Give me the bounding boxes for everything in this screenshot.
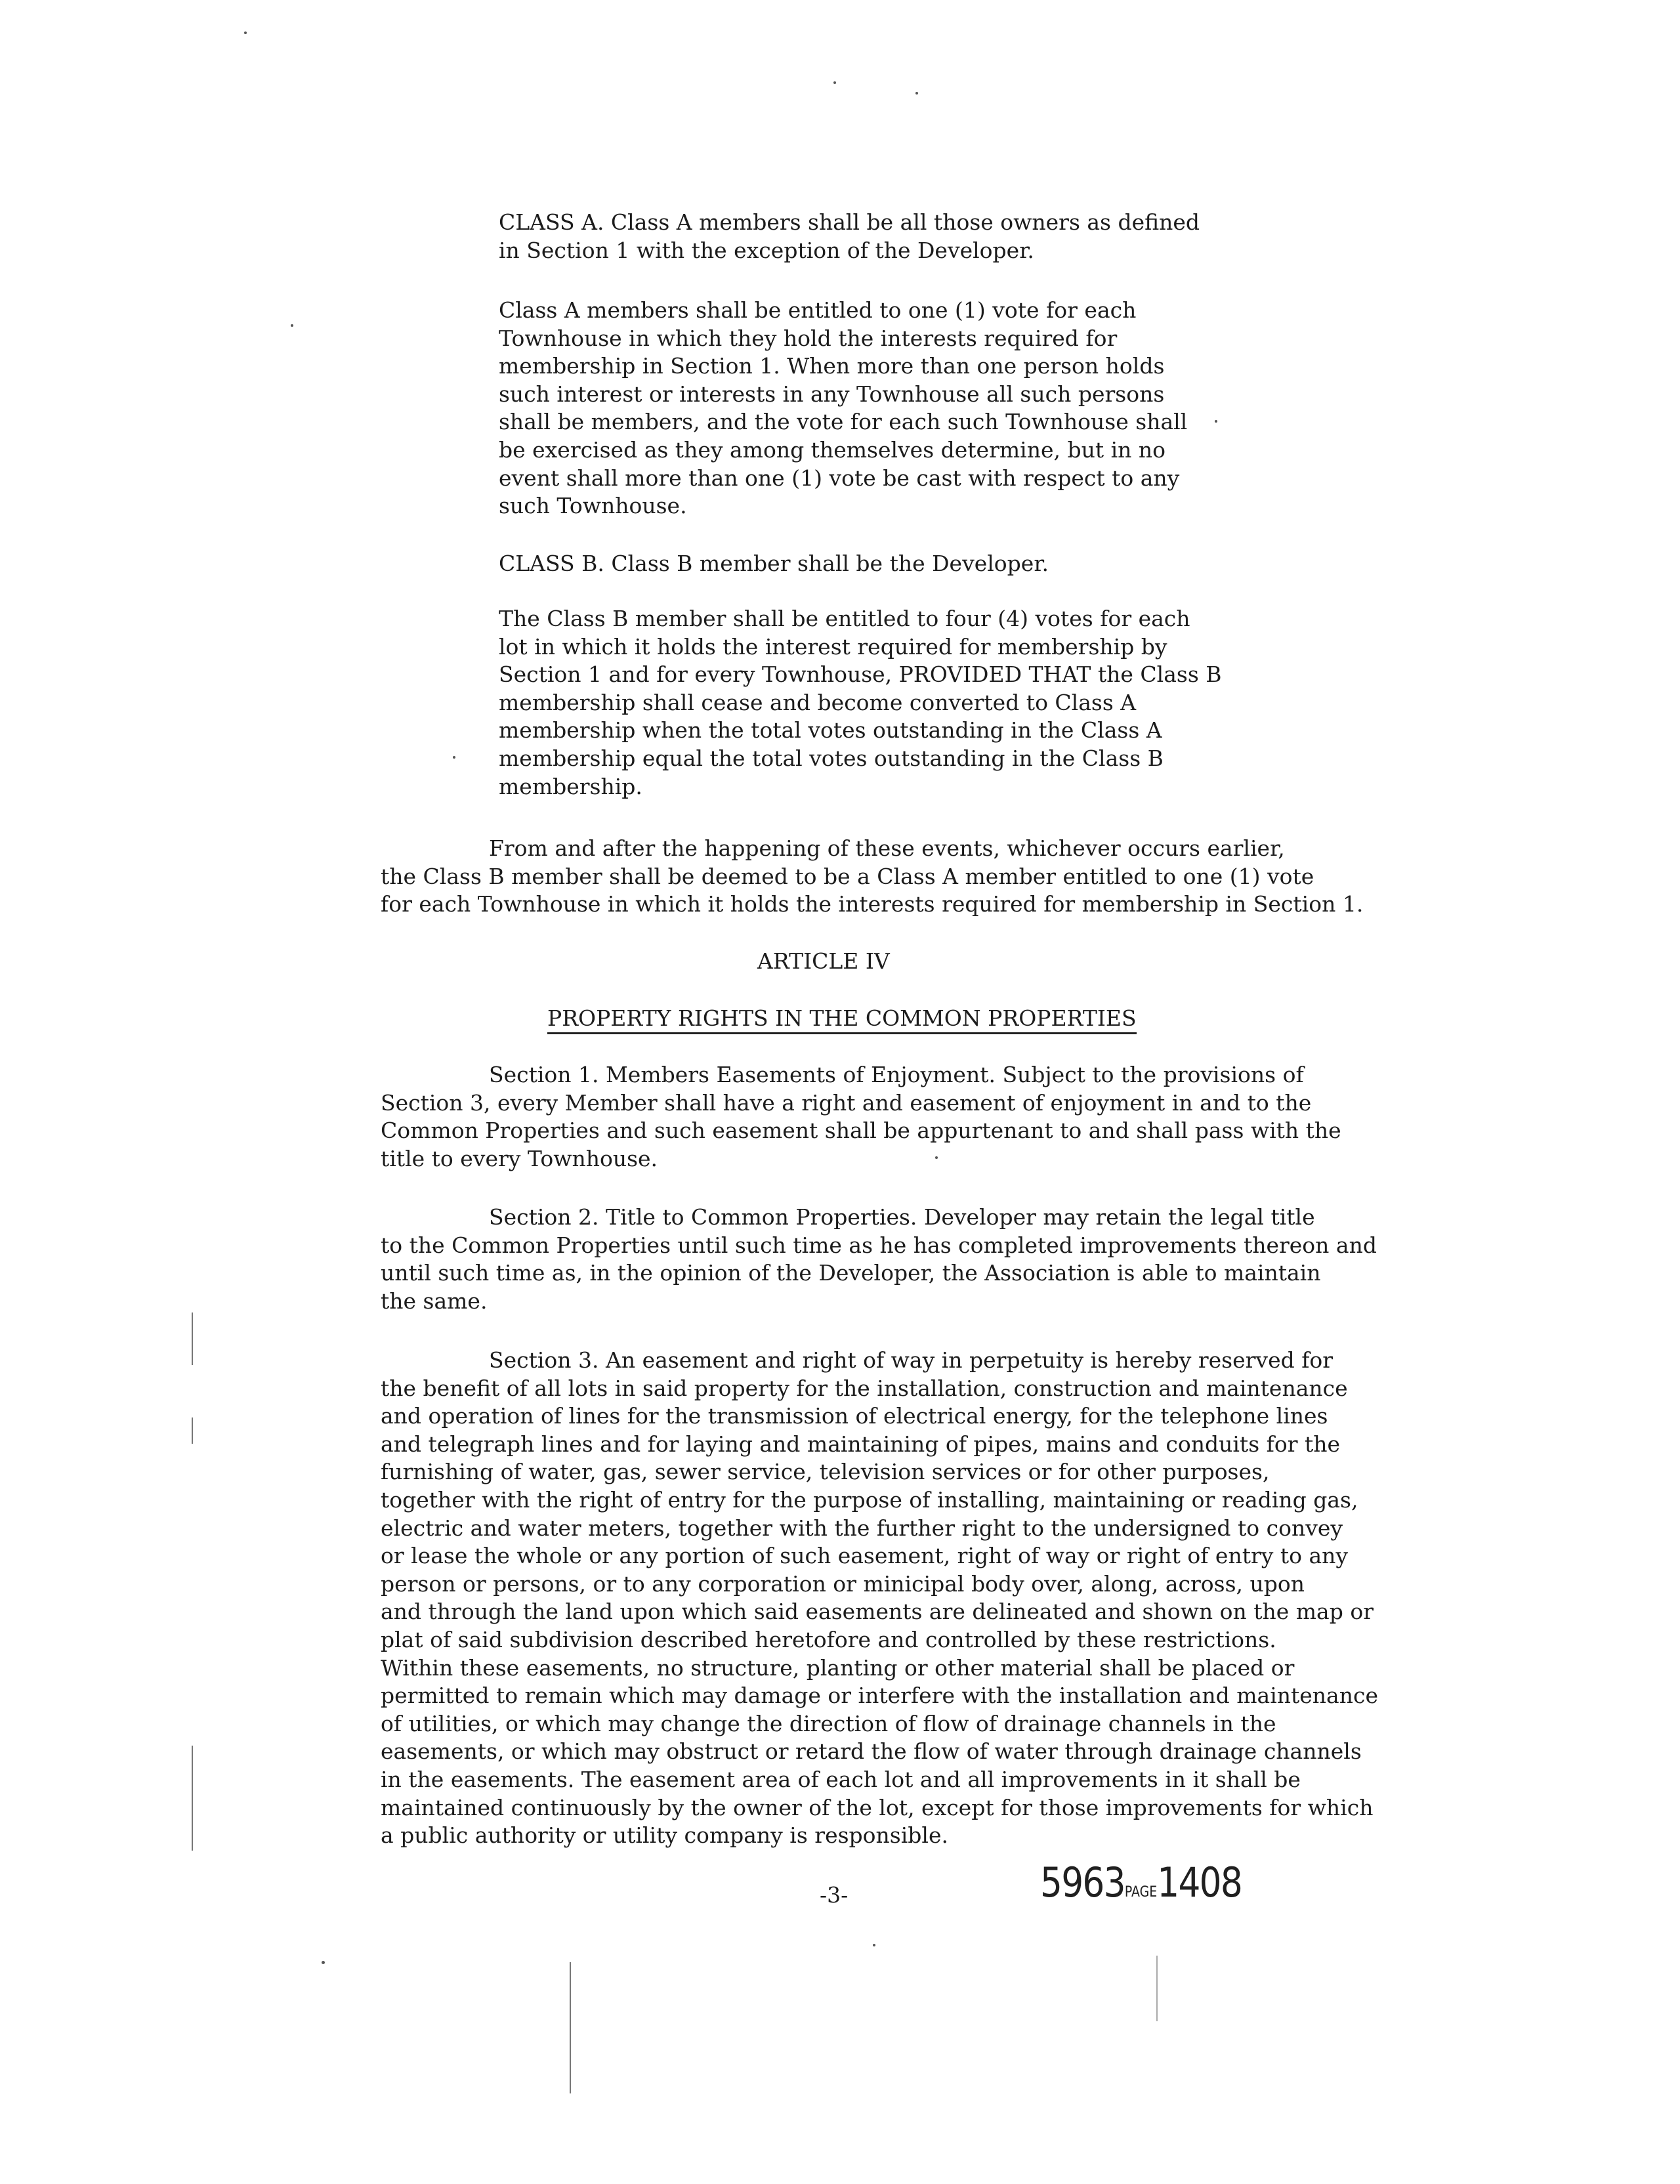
scan-speck xyxy=(291,324,293,327)
text-line: such Townhouse. xyxy=(499,493,687,519)
text-line: The Class B member shall be entitled to four (4) votes for each xyxy=(499,606,1190,631)
scan-mark xyxy=(192,1418,193,1444)
text-line: Section 2. Title to Common Properties. Developer may retain the legal title xyxy=(489,1204,1315,1230)
text-line: for each Townhouse in which it holds the interests required for membership in Section 1. xyxy=(381,891,1364,917)
text-line: person or persons, or to any corporation or minicipal body over, along, across, upon xyxy=(381,1570,1305,1597)
text-line: the Class B member shall be deemed to be a Class A member entitled to one (1) vote xyxy=(381,863,1314,889)
recording-stamp xyxy=(1040,1858,1242,1906)
text-line: until such time as, in the opinion of the Developer, the Association is able to maintain xyxy=(381,1260,1321,1286)
section-2 xyxy=(381,1204,1377,1315)
class-a-definition xyxy=(499,209,1200,264)
article-title xyxy=(547,1005,1137,1031)
scan-mark xyxy=(570,1962,571,2093)
text-line: Within these easements, no structure, planting or other material shall be placed or xyxy=(381,1654,1295,1681)
text-line: event shall more than one (1) vote be cast with respect to any xyxy=(499,465,1180,491)
text-line: easements, or which may obstruct or retard the flow of water through drainage channels xyxy=(381,1738,1362,1765)
text-line: be exercised as they among themselves determine, but in no xyxy=(499,436,1166,463)
text-line: and through the land upon which said easements are delineated and shown on the map or xyxy=(381,1599,1374,1625)
text-line: Section 3. An easement and right of way in perpetuity is hereby reserved for xyxy=(489,1347,1334,1373)
stamp-page: 1408 xyxy=(1157,1858,1242,1906)
stamp-page-label: PAGE xyxy=(1124,1884,1158,1900)
text-line: From and after the happening of these events, whichever occurs earlier, xyxy=(489,835,1285,861)
text-line: Section 3, every Member shall have a right and easement of enjoyment in and to the xyxy=(381,1089,1312,1116)
text-line: Common Properties and such easement shall be appurtenant to and shall pass with the xyxy=(381,1118,1341,1144)
section-1 xyxy=(381,1061,1341,1173)
class-b-definition xyxy=(499,550,1049,578)
text-line: membership equal the total votes outstanding in the Class B xyxy=(499,745,1164,771)
text-line: membership in Section 1. When more than one person holds xyxy=(499,353,1165,379)
text-line: Section 1 and for every Townhouse, PROVIDED THAT the Class B xyxy=(499,662,1222,688)
after-events-paragraph xyxy=(381,835,1363,919)
text-line: in Section 1 with the exception of the Developer. xyxy=(499,237,1034,263)
scan-speck xyxy=(453,756,455,759)
text-line: title to every Townhouse. xyxy=(381,1145,658,1171)
text-line: Townhouse in which they hold the interests required for xyxy=(499,325,1118,351)
text-line: and operation of lines for the transmission of electrical energy, for the telephone lines xyxy=(381,1403,1328,1429)
text-line: and telegraph lines and for laying and maintaining of pipes, mains and conduits for the xyxy=(381,1431,1341,1457)
class-b-voting xyxy=(499,605,1222,801)
text-line: Section 1. Members Easements of Enjoyment. Subject to the provisions of xyxy=(489,1062,1304,1087)
scan-mark xyxy=(192,1746,193,1851)
text-line: the same. xyxy=(381,1288,488,1314)
scan-speck xyxy=(244,32,247,34)
text-line: together with the right of entry for the purpose of installing, maintaining or reading gas, xyxy=(381,1486,1358,1513)
scan-speck xyxy=(935,1156,938,1159)
text-line: membership. xyxy=(499,773,642,799)
text-line: a public authority or utility company is responsible. xyxy=(381,1822,948,1849)
scan-speck xyxy=(1215,420,1217,423)
text-line: such interest or interests in any Townhouse all such persons xyxy=(499,381,1165,407)
article-heading: ARTICLE IV xyxy=(757,948,890,974)
scan-speck xyxy=(833,81,836,84)
text-line: maintained continuously by the owner of the lot, except for those improvements for which xyxy=(381,1794,1374,1820)
text-line: CLASS B. Class B member shall be the Developer. xyxy=(499,551,1049,576)
text-line: shall be members, and the vote for each such Townhouse shall xyxy=(499,409,1188,435)
text-line: in the easements. The easement area of each lot and all improvements in it shall be xyxy=(381,1766,1301,1792)
text-line: CLASS A. Class A members shall be all those owners as defined xyxy=(499,209,1200,235)
text-line: Class A members shall be entitled to one (1) vote for each xyxy=(499,297,1137,323)
stamp-book: 5963 xyxy=(1040,1858,1125,1906)
text-line: or lease the whole or any portion of such easement, right of way or right of entry to any xyxy=(381,1543,1349,1569)
scan-mark xyxy=(192,1312,193,1365)
text-line: of utilities, or which may change the direction of flow of drainage channels in the xyxy=(381,1710,1276,1736)
text-line: the benefit of all lots in said property for the installation, construction and maintenance xyxy=(381,1375,1348,1401)
text-line: permitted to remain which may damage or interfere with the installation and maintenance xyxy=(381,1683,1378,1709)
text-line: electric and water meters, together with the further right to the undersigned to convey xyxy=(381,1515,1343,1541)
article-title-text: PROPERTY RIGHTS IN THE COMMON PROPERTIES xyxy=(547,1005,1137,1034)
text-line: plat of said subdivision described heretofore and controlled by these restrictions. xyxy=(381,1626,1276,1652)
section-3 xyxy=(381,1347,1378,1850)
text-line: lot in which it holds the interest required for membership by xyxy=(499,633,1167,660)
class-a-voting xyxy=(499,297,1187,520)
text-line: to the Common Properties until such time as he has completed improvements thereon and xyxy=(381,1232,1377,1258)
scan-speck xyxy=(873,1944,875,1946)
text-line: membership shall cease and become converted to Class A xyxy=(499,689,1137,715)
text-line: furnishing of water, gas, sewer service, television services or for other purposes, xyxy=(381,1459,1270,1485)
scan-mark xyxy=(1156,1956,1158,2021)
scan-speck xyxy=(915,92,918,94)
page-number: -3- xyxy=(820,1882,849,1908)
text-line: membership when the total votes outstanding in the Class A xyxy=(499,717,1162,744)
scan-speck xyxy=(322,1961,325,1964)
